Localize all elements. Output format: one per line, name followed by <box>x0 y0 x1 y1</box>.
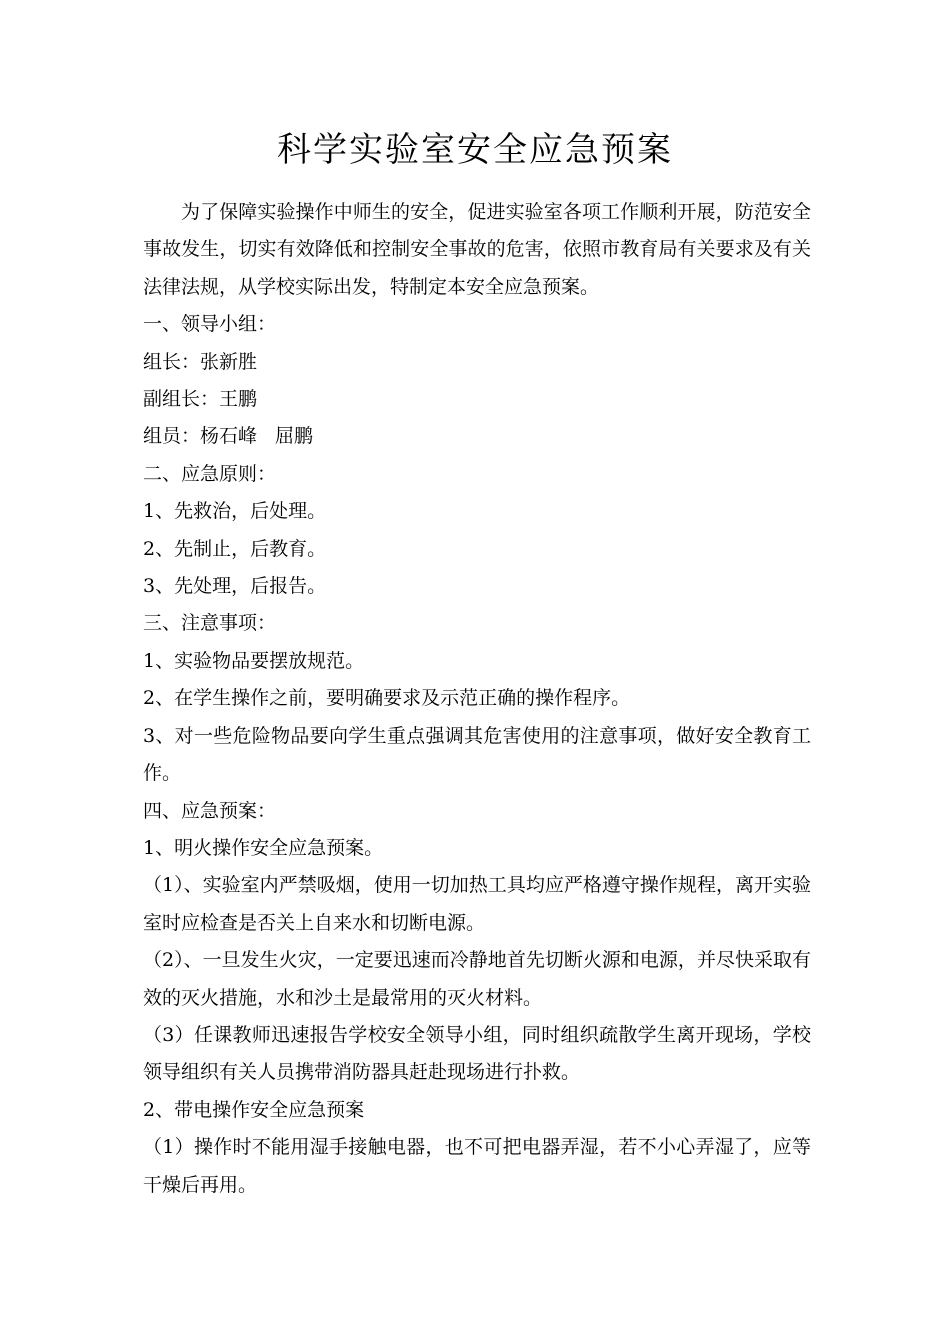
fire-plan-item: （2）、一旦发生火灾，一定要迅速而冷静地首先切断火源和电源，并尽快采取有效的灭火措施，水和沙土是最常用的灭火材料。 <box>143 949 811 1009</box>
members-label: 组员：杨石峰 <box>143 425 258 448</box>
document-body <box>143 194 811 1204</box>
electric-plan-heading: 2、带电操作安全应急预案 <box>143 1098 365 1121</box>
note-item: 2、在学生操作之前，要明确要求及示范正确的操作程序。 <box>143 687 631 710</box>
fire-plan-item: （3）任课教师迅速报告学校安全领导小组，同时组织疏散学生离开现场，学校领导组织有关人员携带消防器具赶赴现场进行扑救。 <box>143 1023 811 1084</box>
members-extra: 屈鹏 <box>275 425 314 448</box>
fire-plan-heading: 1、明火操作安全应急预案。 <box>143 836 384 859</box>
section-heading-notes: 三、注意事项： <box>143 612 277 635</box>
leader-line: 组长：张新胜 <box>143 350 258 373</box>
section-heading-principles: 二、应急原则： <box>143 462 277 485</box>
fire-plan-item: （1）、实验室内严禁吸烟，使用一切加热工具均应严格遵守操作规程，离开实验室时应检查是否关上自来水和切断电源。 <box>143 874 811 934</box>
deputy-line: 副组长：王鹏 <box>143 388 258 411</box>
section-heading-plans: 四、应急预案： <box>143 799 277 822</box>
document-title: 科学实验室安全应急预案 <box>277 130 673 170</box>
principle-item: 3、先处理，后报告。 <box>143 575 327 598</box>
members-line <box>143 418 811 455</box>
electric-plan-item: （1）操作时不能用湿手接触电器，也不可把电器弄湿，若不小心弄湿了，应等干燥后再用。 <box>143 1136 811 1196</box>
principle-item: 2、先制止，后教育。 <box>143 537 327 560</box>
intro-paragraph: 为了保障实验操作中师生的安全，促进实验室各项工作顺利开展，防范安全事故发生，切实有效降低和控制安全事故的危害，依照市教育局有关要求及有关法律法规，从学校实际出发，特制定本安全应急预案。 <box>143 201 811 298</box>
section-heading-leadership: 一、领导小组： <box>143 313 277 336</box>
note-item: 1、实验物品要摆放规范。 <box>143 649 365 672</box>
note-item: 3、对一些危险物品要向学生重点强调其危害使用的注意事项，做好安全教育工作。 <box>143 724 811 785</box>
principle-item: 1、先救治，后处理。 <box>143 500 327 523</box>
